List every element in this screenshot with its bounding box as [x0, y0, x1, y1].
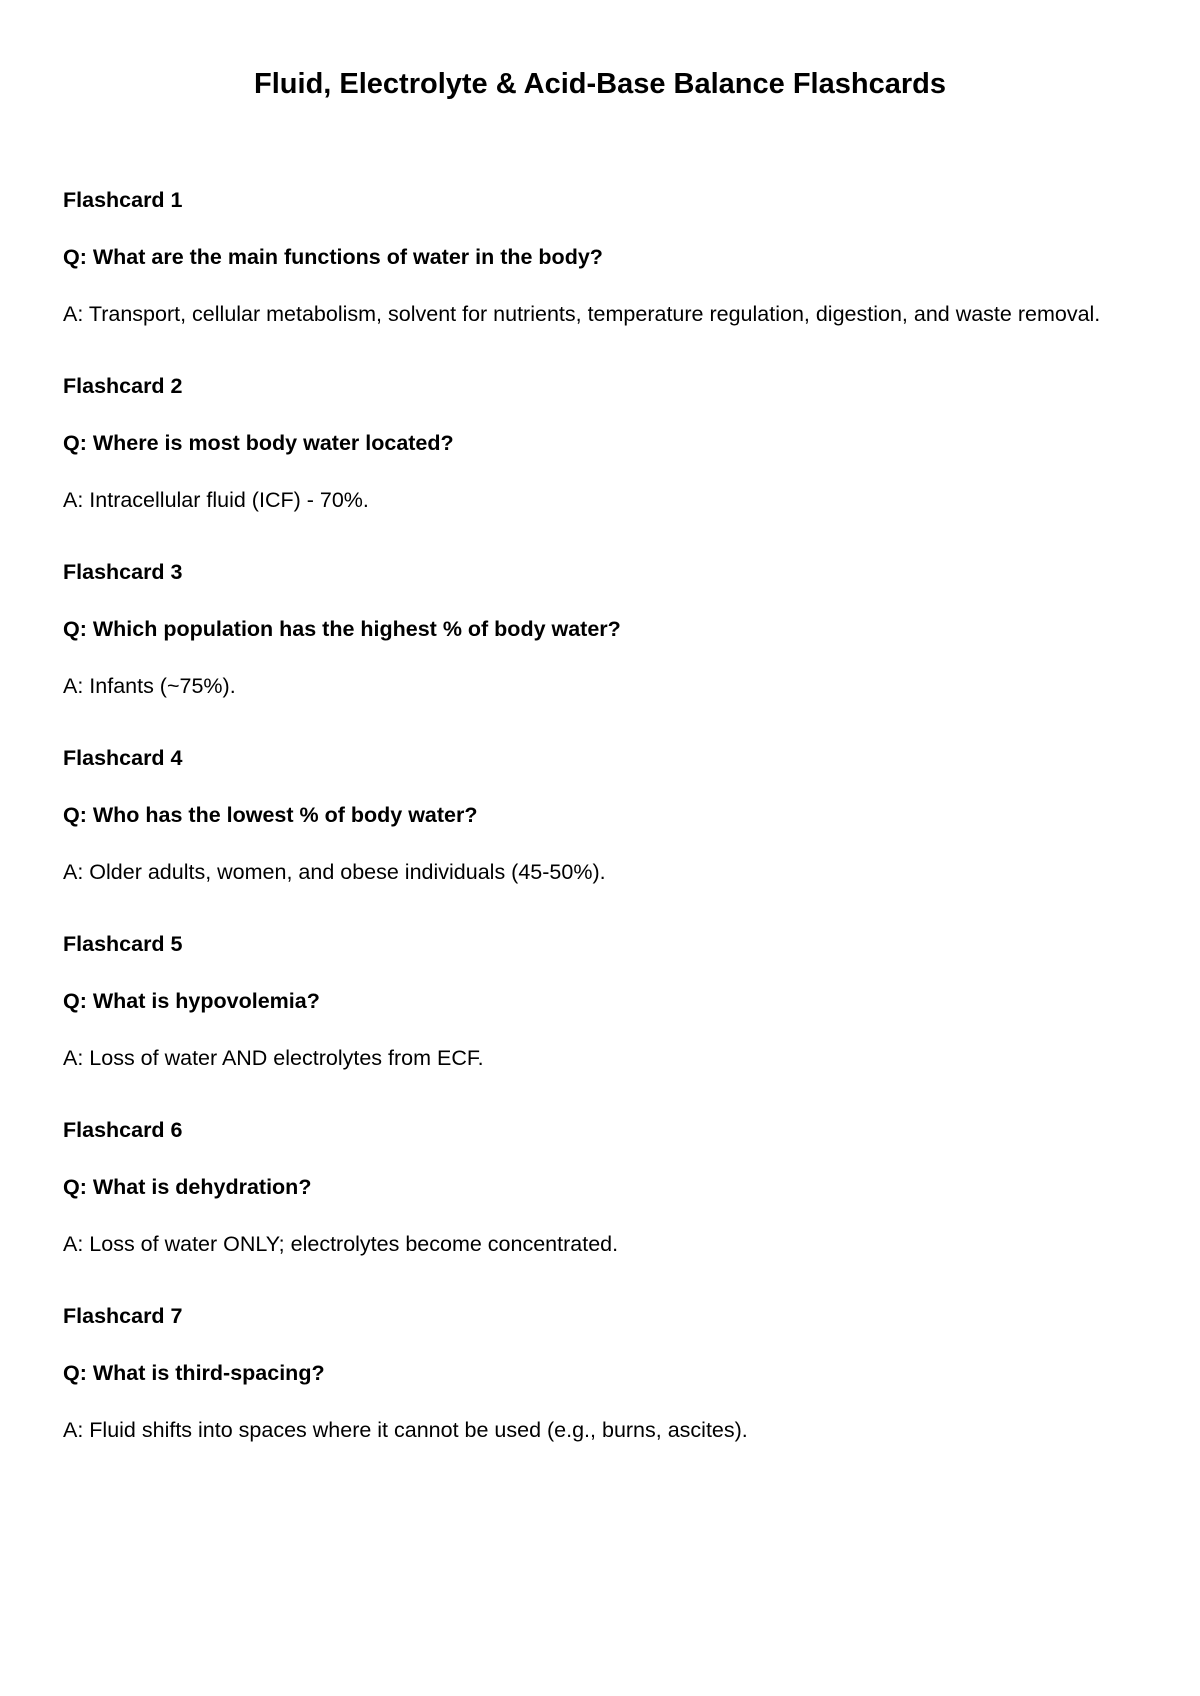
- flashcard: [63, 1116, 1143, 1273]
- flashcard-question: Q: What are the main functions of water in the body?: [63, 245, 603, 269]
- document-title: Fluid, Electrolyte & Acid-Base Balance Flashcards: [254, 68, 946, 100]
- flashcard-question: Q: What is hypovolemia?: [63, 989, 320, 1013]
- flashcard-answer: A: Loss of water ONLY; electrolytes become concentrated.: [63, 1232, 619, 1256]
- flashcard-question: Q: Where is most body water located?: [63, 431, 454, 455]
- flashcard: [63, 930, 1143, 1087]
- flashcard: [63, 186, 1143, 343]
- flashcard-heading: Flashcard 3: [63, 560, 183, 584]
- flashcard-answer: A: Intracellular fluid (ICF) - 70%.: [63, 488, 369, 512]
- flashcard: [63, 372, 1143, 529]
- flashcard: [63, 558, 1143, 715]
- flashcard-answer: A: Fluid shifts into spaces where it cannot be used (e.g., burns, ascites).: [63, 1418, 748, 1442]
- flashcard-question: Q: Which population has the highest % of body water?: [63, 617, 621, 641]
- flashcard-answer: A: Older adults, women, and obese individuals (45-50%).: [63, 860, 606, 884]
- flashcard-answer: A: Infants (~75%).: [63, 674, 236, 698]
- flashcard-heading: Flashcard 1: [63, 188, 183, 212]
- flashcard-list: [63, 186, 1143, 1488]
- flashcard: [63, 744, 1143, 901]
- flashcard-heading: Flashcard 2: [63, 374, 183, 398]
- flashcard-answer: A: Loss of water AND electrolytes from ECF.: [63, 1046, 484, 1070]
- flashcard-question: Q: What is dehydration?: [63, 1175, 312, 1199]
- flashcard-question: Q: What is third-spacing?: [63, 1361, 325, 1385]
- flashcard-heading: Flashcard 4: [63, 746, 183, 770]
- flashcard: [63, 1302, 1143, 1459]
- flashcard-answer: A: Transport, cellular metabolism, solvent for nutrients, temperature regulation, digestion, and waste removal.: [63, 302, 1101, 326]
- flashcard-heading: Flashcard 7: [63, 1304, 183, 1328]
- flashcard-heading: Flashcard 5: [63, 932, 183, 956]
- flashcard-question: Q: Who has the lowest % of body water?: [63, 803, 478, 827]
- flashcard-heading: Flashcard 6: [63, 1118, 183, 1142]
